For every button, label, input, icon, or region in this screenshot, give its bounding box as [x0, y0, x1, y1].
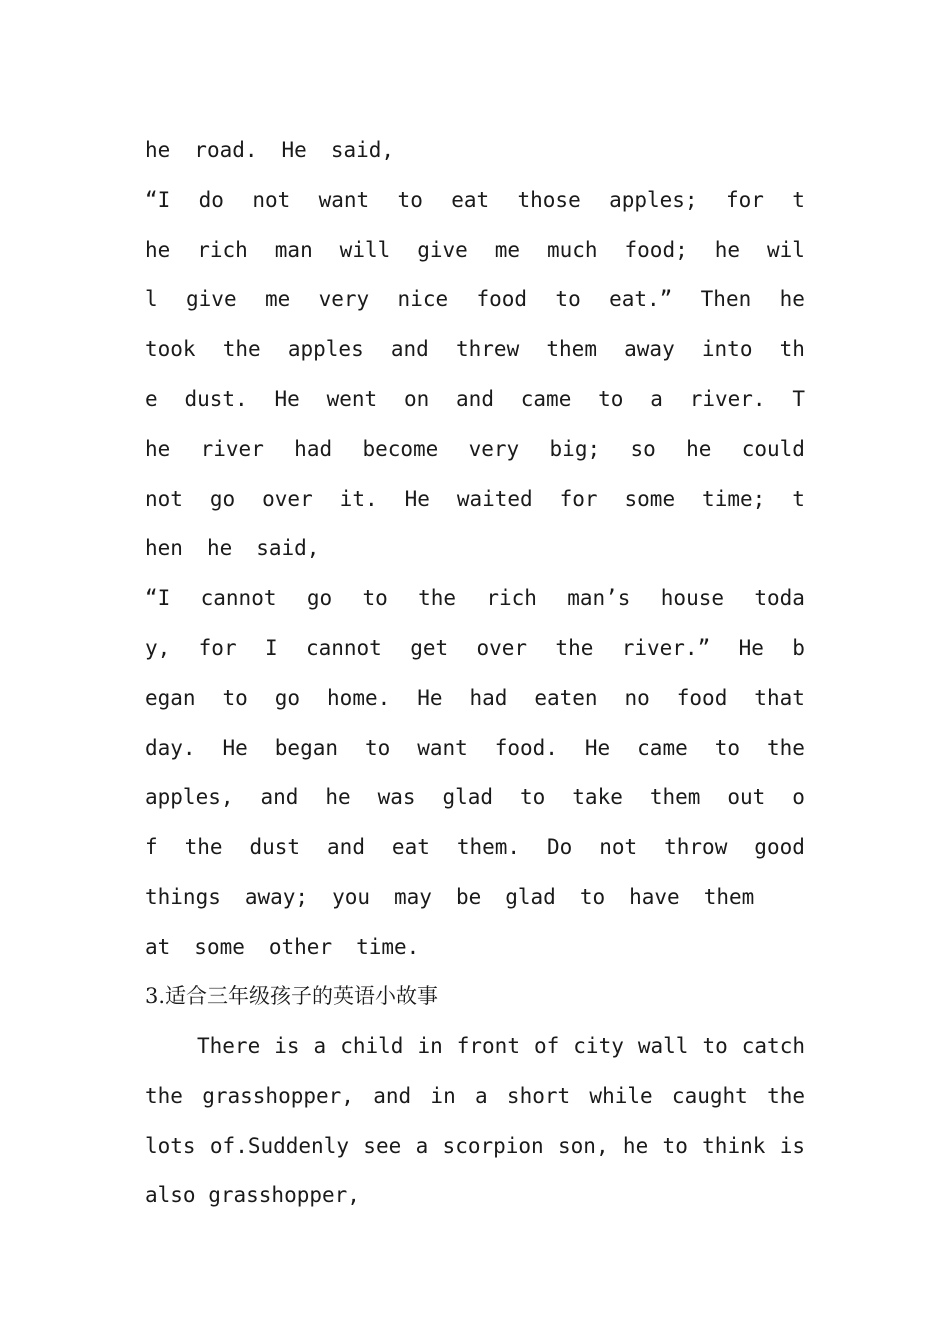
story-word: very — [468, 436, 520, 461]
story-word: to — [520, 785, 546, 810]
story-line — [145, 379, 805, 419]
story-word: He — [584, 735, 611, 760]
story-word: came — [637, 735, 688, 760]
story-word: he — [714, 237, 740, 262]
story-word: man’s — [567, 586, 631, 611]
story-word: hen — [145, 536, 183, 561]
story-word: He — [274, 387, 300, 411]
story-word: he — [145, 138, 171, 162]
story-word: go — [306, 586, 333, 611]
story-word: to — [362, 586, 388, 611]
story-word: t — [792, 486, 805, 511]
story-word: road. — [194, 138, 258, 162]
paragraph-line: lots of.Suddenly see a scorpion son, he to think is — [145, 1134, 805, 1158]
story-word: at — [145, 934, 171, 959]
story-word: waited — [456, 486, 533, 511]
story-word: T — [792, 387, 805, 411]
story-word: time; — [702, 486, 766, 511]
story-word: had — [469, 685, 508, 710]
story-word: things — [145, 885, 221, 909]
story-word: them. — [456, 835, 521, 860]
story-word: good — [754, 835, 805, 860]
story-word: for — [725, 187, 764, 212]
story-word: to — [714, 735, 740, 760]
story-word: will — [339, 237, 391, 262]
story-word: He — [417, 685, 443, 710]
story-word: on — [403, 387, 430, 411]
story-word: some — [194, 934, 245, 959]
story-line — [145, 877, 805, 917]
story-word: no — [624, 685, 650, 710]
story-word: much — [546, 237, 598, 262]
story-word: e — [145, 387, 158, 411]
story-word: get — [410, 636, 449, 660]
story-word: wil — [766, 237, 805, 262]
story-word: was — [377, 785, 416, 810]
story-word: Then — [700, 287, 752, 312]
story-word: toda — [754, 586, 805, 611]
story-word: food — [476, 287, 528, 312]
story-word: “I — [145, 187, 171, 212]
story-word: egan — [145, 685, 196, 710]
story-word: them — [649, 785, 701, 810]
story-line — [145, 130, 805, 170]
story-word: I — [264, 636, 278, 660]
story-word: took — [145, 337, 196, 362]
story-word: the — [184, 835, 223, 860]
story-word: the — [418, 586, 456, 611]
story-word: go — [274, 685, 301, 710]
story-word: not — [145, 486, 183, 511]
story-word: he — [325, 785, 351, 810]
story-word: l — [145, 287, 158, 312]
story-word: big; — [549, 436, 601, 461]
story-word: do — [198, 187, 224, 212]
story-word: me — [494, 237, 521, 262]
story-word: to — [364, 735, 391, 760]
story-word: cannot — [305, 636, 382, 660]
story-word: dust. — [184, 387, 248, 411]
story-word: cannot — [200, 586, 277, 611]
story-word: man — [274, 237, 313, 262]
story-word: away — [624, 337, 675, 362]
story-word: to — [555, 287, 581, 312]
story-word: river — [200, 436, 264, 461]
story-word: those — [517, 187, 581, 212]
story-word: out — [727, 785, 766, 810]
story-word: and — [260, 785, 299, 810]
story-word: apples; — [609, 187, 698, 212]
story-word: He — [738, 636, 764, 660]
story-word: and — [456, 387, 494, 411]
story-word: threw — [456, 337, 520, 362]
story-word: some — [624, 486, 676, 511]
story-line — [145, 628, 805, 668]
story-word: he — [779, 287, 805, 312]
story-word: throw — [664, 835, 728, 860]
story-line — [145, 279, 805, 319]
story-word: become — [362, 436, 439, 461]
story-word: may — [394, 885, 432, 909]
story-word: “I — [145, 586, 171, 611]
story-word: food. — [494, 735, 558, 760]
story-word: went — [326, 387, 378, 411]
story-word: that — [754, 685, 805, 710]
story-word: apples, — [145, 785, 234, 810]
story-word: very — [318, 287, 370, 312]
story-word: them — [703, 885, 755, 909]
story-word: f — [145, 835, 158, 860]
story-word: apples — [287, 337, 364, 362]
story-word: said, — [256, 536, 320, 561]
story-line — [145, 578, 805, 618]
story-word: for — [559, 486, 598, 511]
story-word: y, — [145, 636, 171, 660]
story-word: other — [268, 934, 333, 959]
story-word: take — [572, 785, 623, 810]
story-word: house — [660, 586, 724, 611]
story-word: away; — [244, 885, 309, 909]
story-word: He — [222, 735, 248, 760]
story-word: to — [397, 187, 423, 212]
story-word: and — [327, 835, 365, 860]
story-word: river.” — [621, 636, 711, 660]
story-word: nice — [397, 287, 449, 312]
story-word: not — [599, 835, 638, 860]
story-word: said, — [330, 138, 395, 162]
paragraph-line: the grasshopper, and in a short while caught the — [145, 1084, 805, 1108]
story-word: had — [294, 436, 333, 461]
story-line — [145, 180, 805, 220]
story-word: for — [198, 636, 237, 660]
story-word: the — [766, 735, 805, 760]
story-word: and — [390, 337, 429, 362]
story-word: time. — [356, 934, 420, 959]
story-word: he — [686, 436, 712, 461]
story-word: eat — [391, 835, 430, 860]
story-word: to — [579, 885, 606, 909]
story-word: food — [676, 685, 728, 710]
story-word: go — [209, 486, 236, 511]
story-word: eaten — [534, 685, 598, 710]
story-line — [145, 429, 805, 469]
story-word: eat.” — [609, 287, 673, 312]
story-word: not — [252, 187, 291, 212]
story-word: food; — [624, 237, 688, 262]
paragraph-line: There is a child in front of city wall to catch — [197, 1034, 805, 1058]
story-word: He — [281, 138, 307, 162]
paragraph-line: also grasshopper, — [145, 1183, 360, 1207]
story-word: day. — [145, 735, 196, 760]
story-line — [145, 329, 805, 369]
story-line — [145, 479, 805, 519]
story-line — [145, 777, 805, 817]
story-line — [145, 230, 805, 270]
story-word: so — [630, 436, 656, 461]
story-word: into — [701, 337, 753, 362]
story-word: rich — [486, 586, 537, 611]
story-word: He — [404, 486, 430, 511]
story-word: the — [222, 337, 261, 362]
story-word: the — [555, 636, 594, 660]
story-word: to — [222, 685, 248, 710]
story-word: rich — [197, 237, 248, 262]
story-word: want — [318, 187, 370, 212]
story-word: you — [332, 885, 371, 909]
story-word: began — [274, 735, 338, 760]
story-word: b — [792, 636, 805, 660]
story-word: eat — [451, 187, 490, 212]
story-word: be — [455, 885, 482, 909]
story-word: over — [262, 486, 313, 511]
story-word: it. — [339, 486, 378, 511]
story-word: Do — [546, 835, 573, 860]
story-word: glad — [505, 885, 556, 909]
story-word: a — [650, 387, 663, 411]
story-word: have — [629, 885, 680, 909]
story-word: dust — [249, 835, 301, 860]
story-word: came — [520, 387, 572, 411]
story-line — [145, 827, 805, 867]
story-line — [145, 927, 805, 967]
story-word: to — [598, 387, 624, 411]
story-word: them — [546, 337, 597, 362]
story-word: could — [741, 436, 805, 461]
story-word: glad — [442, 785, 494, 810]
story-word: me — [264, 287, 291, 312]
story-word: give — [186, 287, 237, 312]
story-word: he — [145, 237, 171, 262]
story-word: want — [417, 735, 468, 760]
story-line — [145, 678, 805, 718]
story-word: t — [792, 187, 805, 212]
story-word: he — [206, 536, 233, 561]
story-line — [145, 728, 805, 768]
story-line — [145, 528, 805, 568]
story-word: o — [792, 785, 805, 810]
story-word: over — [476, 636, 528, 660]
story-word: river. — [689, 387, 766, 411]
story-word: th — [779, 337, 805, 362]
section-heading: 3.适合三年级孩子的英语小故事 — [145, 984, 439, 1008]
story-word: he — [145, 436, 171, 461]
story-word: give — [417, 237, 468, 262]
story-word: home. — [327, 685, 391, 710]
